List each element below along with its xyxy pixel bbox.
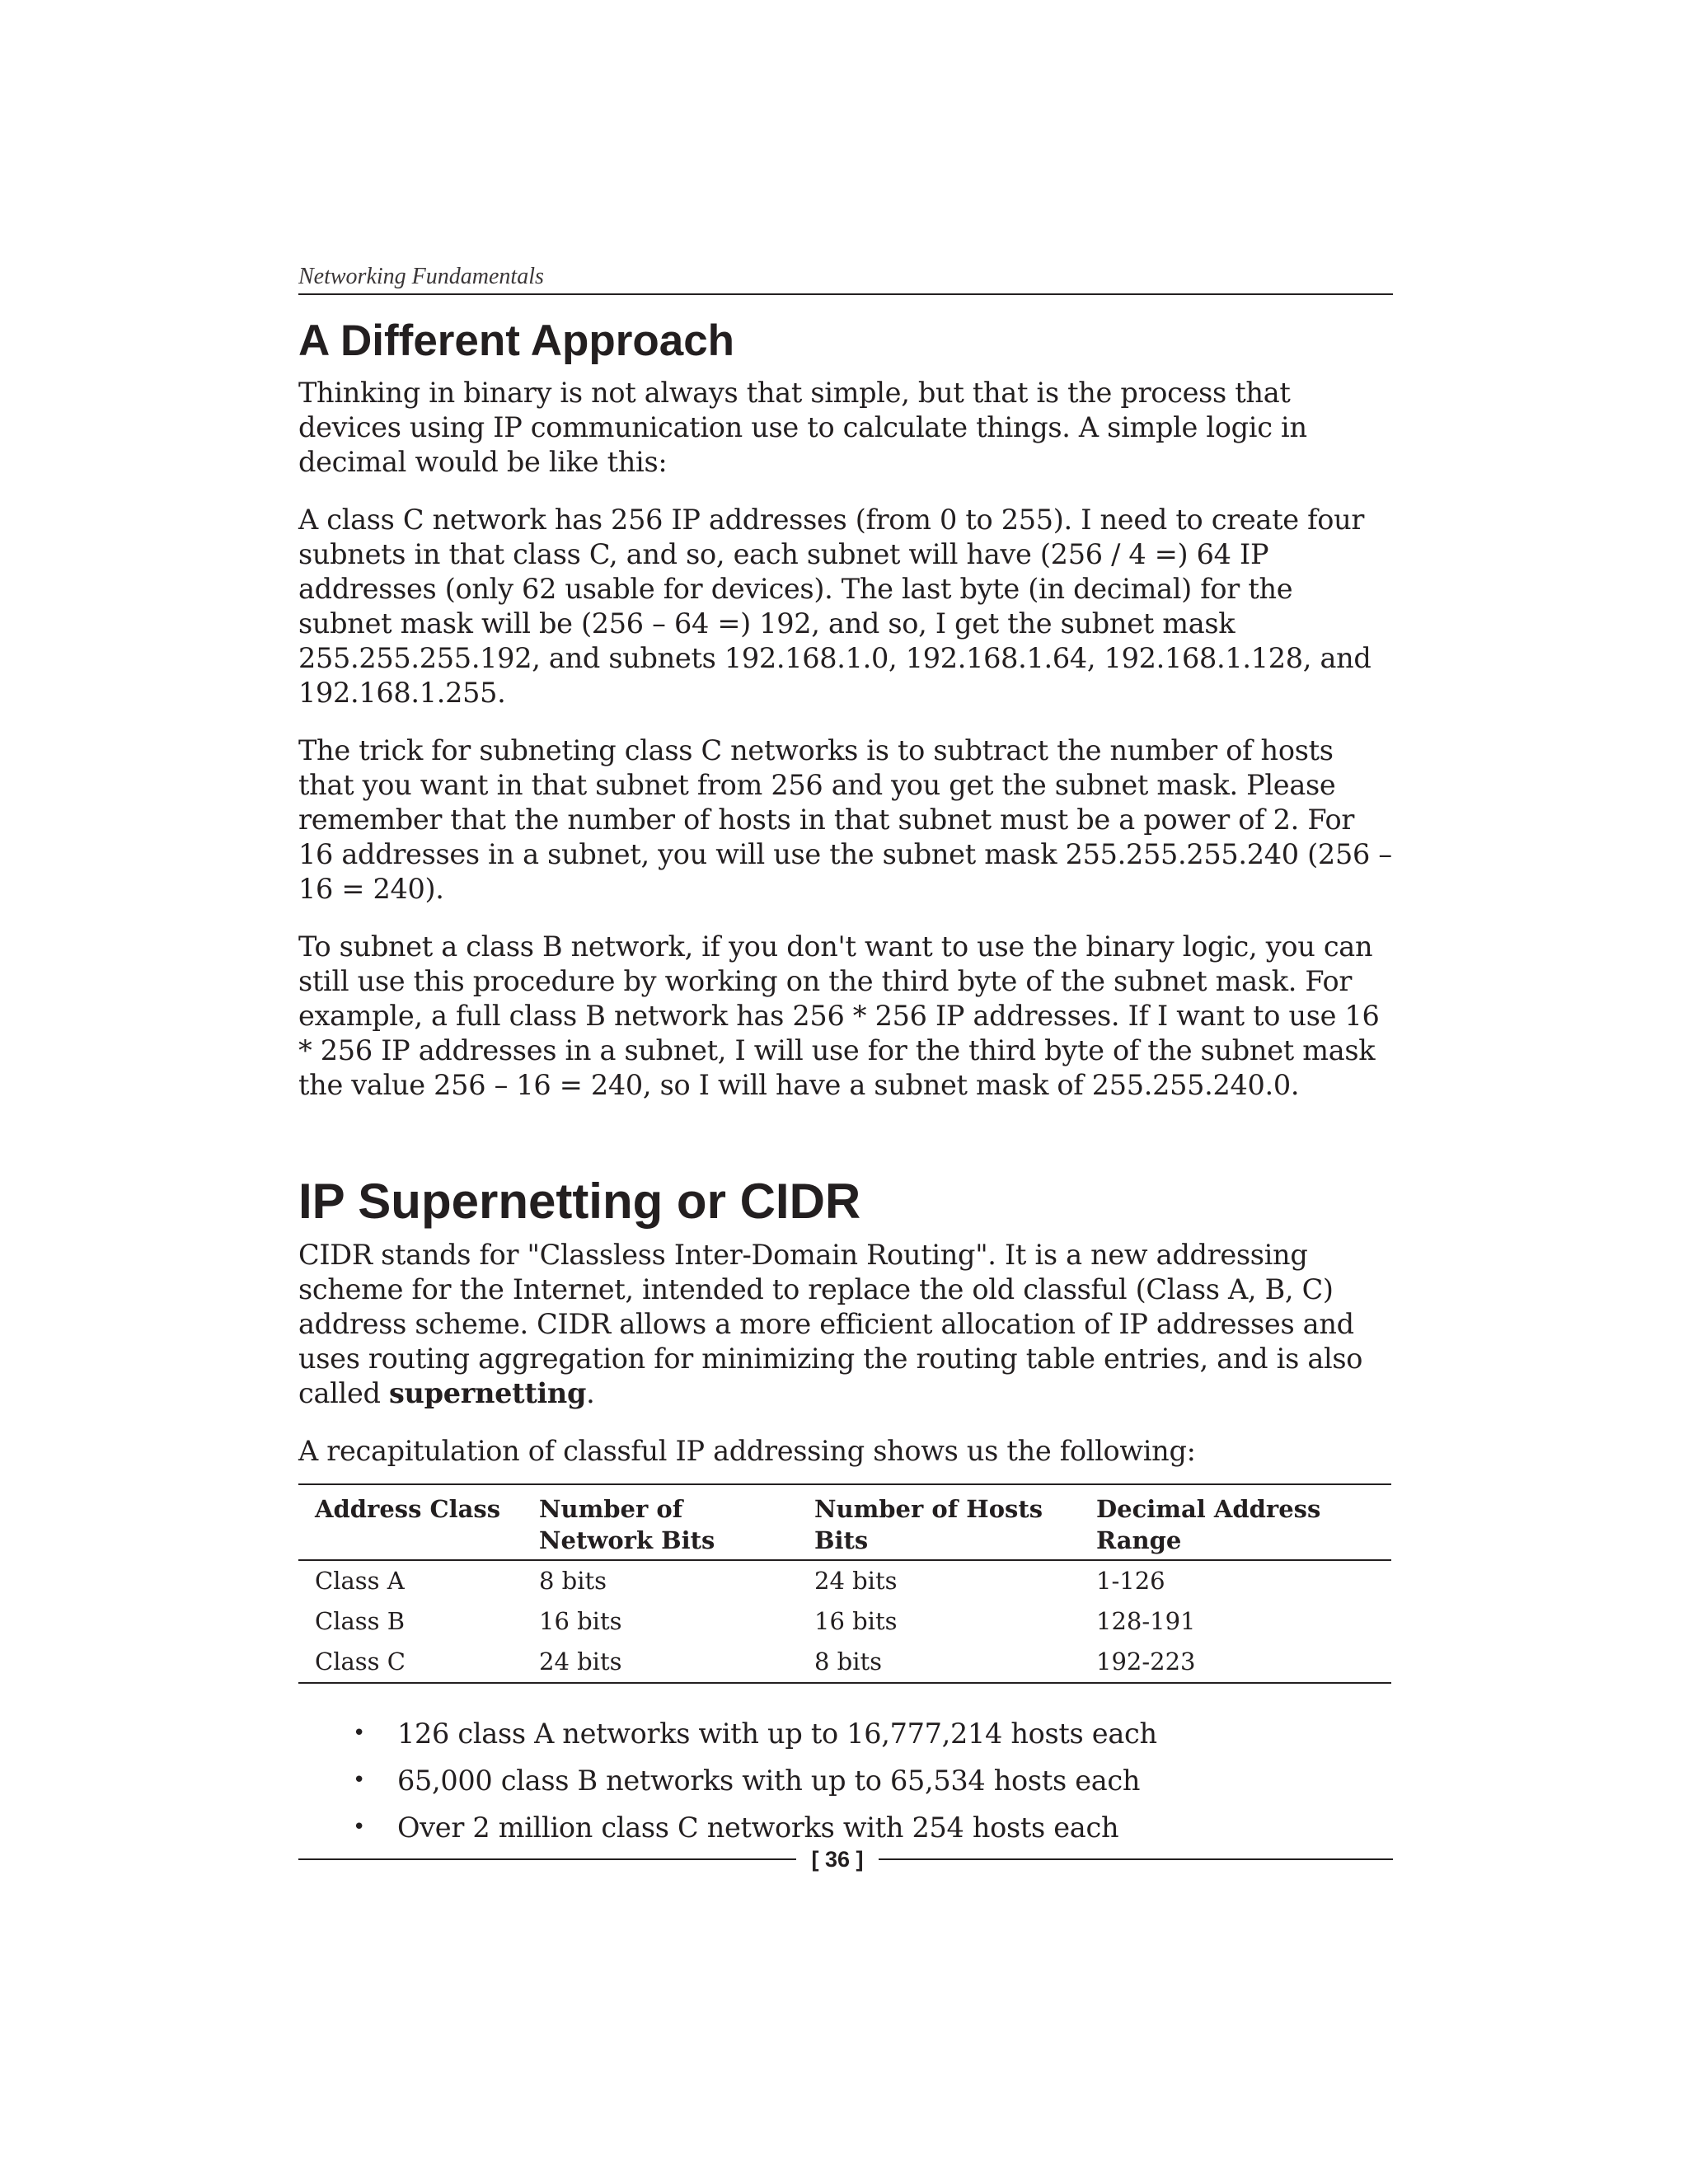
intro-text: CIDR stands for "Classless Inter-Domain Routing". It is a new addressing scheme for the Internet, intended to replace the old classful (Class A, B, C) address scheme. CIDR allows a more efficient allocation of IP addresses and uses routing aggregation for minimizing the routing table entries, and is also called — [298, 1239, 1363, 1409]
paragraph: The trick for subneting class C networks is to subtract the number of hosts that you want in that subnet from 256 and you get the subnet mask. Please remember that the number of hosts in that subnet must be a power of 2. For 16 addresses in a subnet, you will use the subnet mask 255.255.255.240 (256 – 16 = 240). — [298, 734, 1392, 905]
table-header-row — [298, 1484, 1391, 1560]
paragraph: To subnet a class B network, if you don't want to use the binary logic, you can still use this procedure by working on the third byte of the subnet mask. For example, a full class B network has 256 * 256 IP addresses. If I want to use 16 * 256 IP addresses in a subnet, I will use for the third byte of the subnet mask the value 256 – 16 = 240, so I will have a subnet mask of 255.255.240.0. — [298, 930, 1380, 1101]
list-item — [298, 1757, 1393, 1804]
page-footer — [298, 1841, 1393, 1877]
table-cell: 128-191 — [1096, 1607, 1196, 1635]
table-header-address-range: Decimal Address Range — [1080, 1484, 1391, 1560]
table-cell: 8 bits — [814, 1647, 883, 1675]
intro-bold-term: supernetting — [388, 1377, 587, 1409]
list-item-text: 65,000 class B networks with up to 65,534 hosts each — [397, 1765, 1141, 1797]
footer-rule-left — [298, 1858, 796, 1860]
paragraph: A class C network has 256 IP addresses (from 0 to 255). I need to create four subnets in that class C, and so, each subnet will have (256 / 4 =) 64 IP addresses (only 62 usable for devices). The last byte (in decimal) for the subnet mask will be (256 – 64 =) 192, and so, I get the subnet mask 255.255.255.192, and subnets 192.168.1.0, 192.168.1.64, 192.168.1.128, and 192.168.1.255. — [298, 504, 1372, 709]
table-row — [298, 1601, 1391, 1642]
list-item-text: Over 2 million class C networks with 254 hosts each — [397, 1811, 1119, 1844]
bullet-icon: • — [353, 1815, 366, 1840]
table-row — [298, 1642, 1391, 1683]
table-cell: Class A — [315, 1567, 405, 1595]
section-title-cidr: IP Supernetting or CIDR — [298, 1174, 861, 1229]
list-item — [298, 1710, 1393, 1757]
running-head: Networking Fundamentals — [298, 262, 1393, 295]
paragraph-cidr-intro — [298, 1238, 1393, 1411]
table-cell: 16 bits — [539, 1607, 622, 1635]
table-header-host-bits: Number of Hosts Bits — [798, 1484, 1080, 1560]
table-cell: 24 bits — [539, 1647, 622, 1675]
page-number: [ 36 ] — [811, 1847, 864, 1872]
table-cell: 16 bits — [814, 1607, 898, 1635]
table-row — [298, 1560, 1391, 1601]
paragraph-recap: A recapitulation of classful IP addressing shows us the following: — [298, 1435, 1196, 1467]
section-title-different-approach: A Different Approach — [298, 316, 735, 365]
bullet-icon: • — [353, 1721, 366, 1746]
list-item-text: 126 class A networks with up to 16,777,214 hosts each — [397, 1718, 1157, 1750]
intro-text-end: . — [586, 1377, 595, 1409]
bullet-list — [298, 1710, 1393, 1851]
table-cell: 8 bits — [539, 1567, 607, 1595]
table-header-network-bits: Number of Network Bits — [523, 1484, 798, 1560]
table-cell: Class B — [315, 1607, 406, 1635]
bullet-icon: • — [353, 1768, 366, 1793]
table-cell: 192-223 — [1096, 1647, 1196, 1675]
classful-addressing-table — [298, 1483, 1391, 1684]
table-cell: 24 bits — [814, 1567, 898, 1595]
footer-rule-right — [879, 1858, 1393, 1860]
table-cell: 1-126 — [1096, 1567, 1165, 1595]
page-content — [298, 262, 1393, 1851]
table-header-address-class: Address Class — [298, 1484, 523, 1560]
paragraph: Thinking in binary is not always that simple, but that is the process that devices using IP communication use to calculate things. A simple logic in decimal would be like this: — [298, 377, 1307, 478]
table-cell: Class C — [315, 1647, 406, 1675]
